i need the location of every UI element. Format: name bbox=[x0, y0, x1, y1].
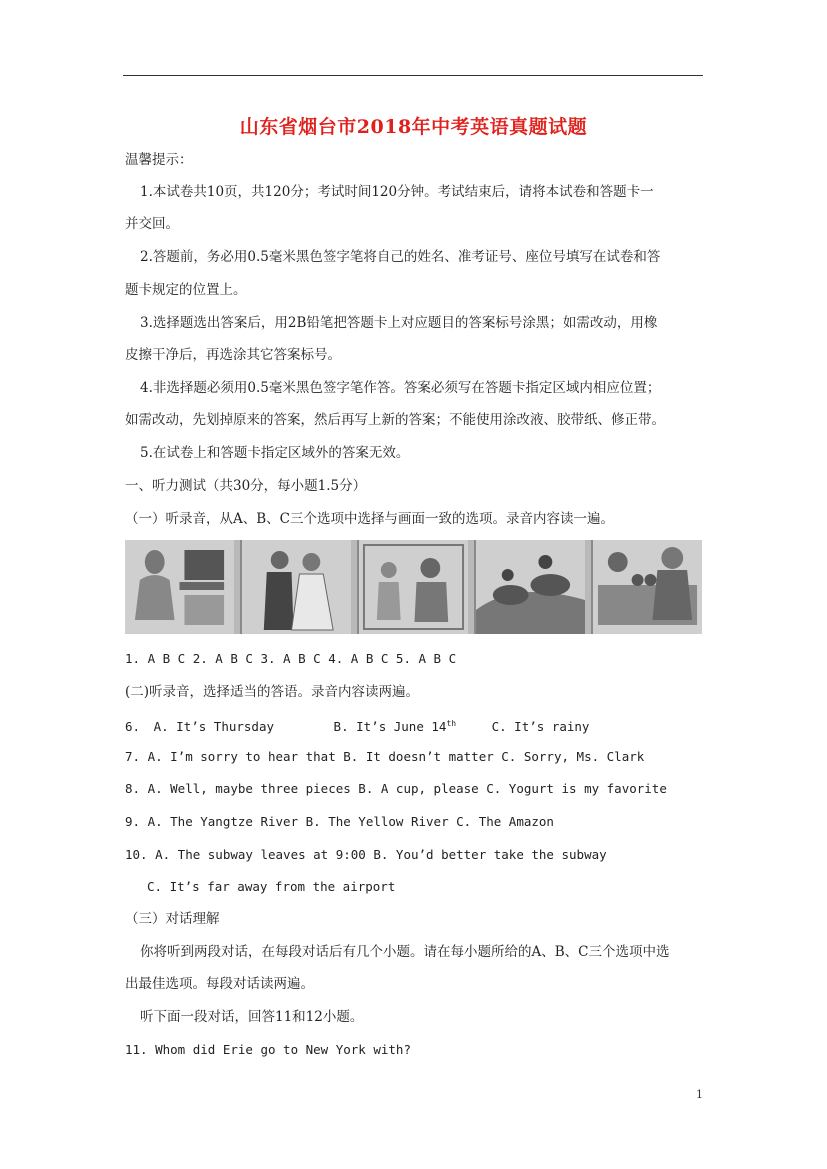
page-title: 山东省烟台市2018年中考英语真题试题 bbox=[239, 116, 588, 138]
picture-panel-1 bbox=[125, 540, 234, 634]
question-7: 7. A. I’m sorry to hear that B. It doesn’t matter C. Sorry, Ms. Clark bbox=[125, 749, 645, 764]
question-8: 8. A. Well, maybe three pieces B. A cup, please C. Yogurt is my favorite bbox=[125, 781, 667, 796]
option-c: C. It’s rainy bbox=[491, 719, 590, 735]
picture-panel-3 bbox=[357, 540, 468, 634]
notice-line: 题卡规定的位置上。 bbox=[125, 282, 247, 298]
part2-intro: (二)听录音，选择适当的答语。录音内容读两遍。 bbox=[125, 684, 420, 700]
notice-line: 4.非选择题必须用0.5毫米黑色签字笔作答。答案必须写在答题卡指定区域内相应位置； bbox=[140, 380, 661, 396]
notice-line: 皮擦干净后，再选涂其它答案标号。 bbox=[125, 347, 341, 363]
question-11: 11. Whom did Erie go to New York with? bbox=[125, 1042, 411, 1057]
notice-line: 2.答题前，务必用0.5毫米黑色签字笔将自己的姓名、准考证号、座位号填写在试卷和答 bbox=[140, 249, 661, 265]
notice-line: 3.选择题选出答案后，用2B铅笔把答题卡上对应题目的答案标号涂黑；如需改动，用橡 bbox=[140, 315, 658, 331]
question-10: 10. A. The subway leaves at 9:00 B. You’d better take the subway bbox=[125, 847, 607, 862]
notice-line: 如需改动，先划掉原来的答案，然后再写上新的答案；不能使用涂改液、胶带纸、修正带。 bbox=[125, 412, 665, 428]
question-6 bbox=[125, 715, 589, 736]
notice-line: 1.本试卷共10页，共120分；考试时间120分钟。考试结束后，请将本试卷和答题卡一 bbox=[140, 184, 654, 200]
picture-panel-2 bbox=[240, 540, 351, 634]
option-b: B. It’s June 14th bbox=[333, 719, 457, 735]
dialog1-intro: 听下面一段对话，回答11和12小题。 bbox=[140, 1009, 364, 1025]
part3-intro: 出最佳选项。每段对话读两遍。 bbox=[125, 976, 314, 992]
page-number: 1 bbox=[696, 1088, 703, 1101]
part3-heading: （三）对话理解 bbox=[125, 911, 220, 927]
part1-intro: （一）听录音，从A、B、C三个选项中选择与画面一致的选项。录音内容读一遍。 bbox=[125, 511, 614, 527]
header-rule bbox=[123, 75, 703, 76]
notice-line: 并交回。 bbox=[125, 216, 179, 232]
notice-line: 5.在试卷上和答题卡指定区域外的答案无效。 bbox=[140, 445, 410, 461]
question-10-option-c: C. It’s far away from the airport bbox=[147, 879, 396, 894]
picture-strip bbox=[125, 540, 702, 634]
part3-intro: 你将听到两段对话，在每段对话后有几个小题。请在每小题所给的A、B、C三个选项中选 bbox=[140, 944, 670, 960]
question-9: 9. A. The Yangtze River B. The Yellow River C. The Amazon bbox=[125, 814, 554, 829]
option-a: A. It’s Thursday bbox=[153, 719, 275, 735]
picture-panel-4 bbox=[474, 540, 585, 634]
section-heading: 一、听力测试（共30分，每小题1.5分） bbox=[125, 478, 367, 494]
picture-answer-choices: 1. A B C 2. A B C 3. A B C 4. A B C 5. A B C bbox=[125, 651, 457, 666]
notice-heading: 温馨提示： bbox=[125, 152, 193, 168]
picture-panel-5 bbox=[591, 540, 702, 634]
question-number: 6. bbox=[125, 719, 141, 735]
